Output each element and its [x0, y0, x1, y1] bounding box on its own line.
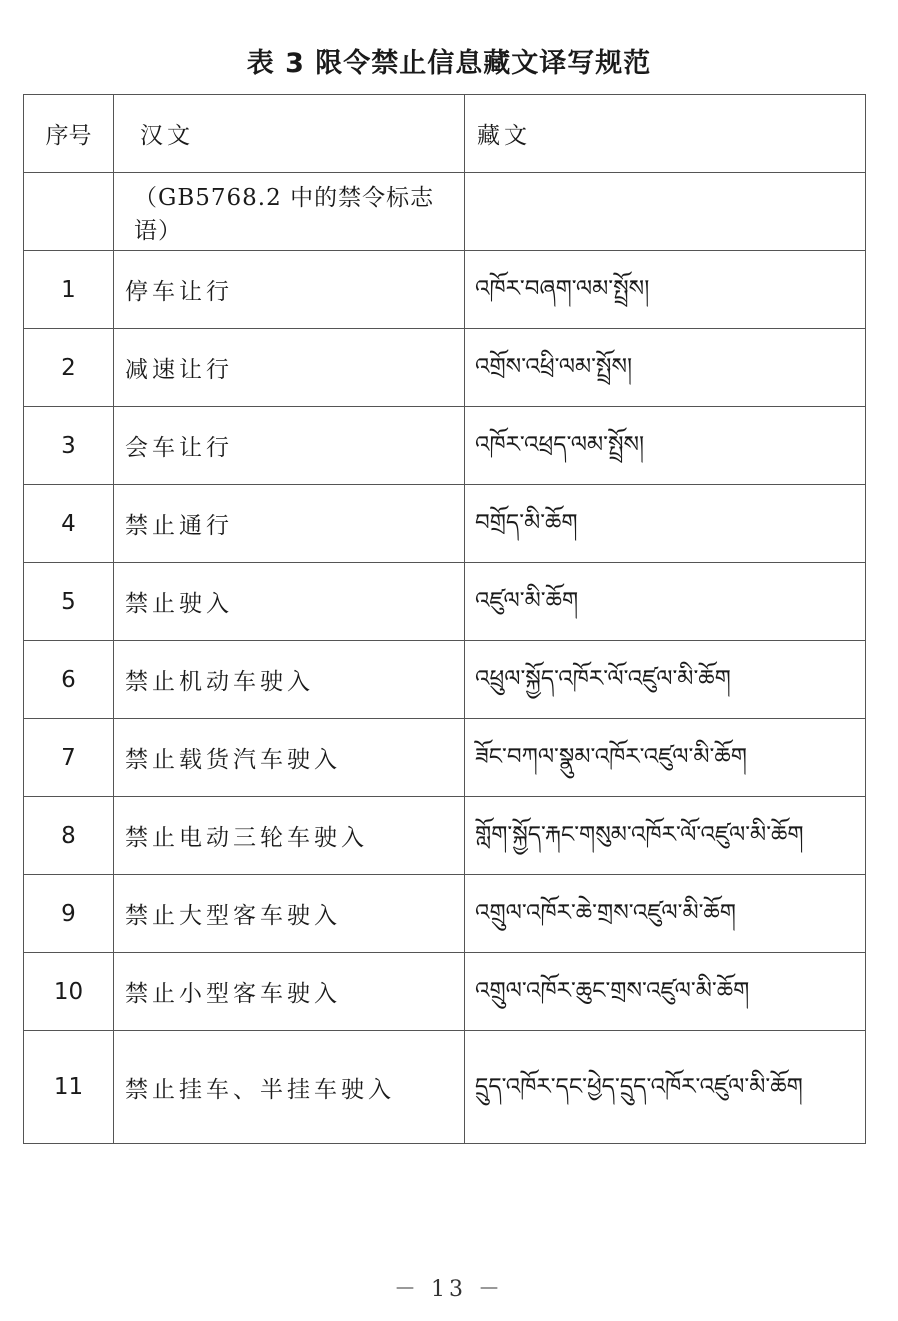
header-chinese: 汉文	[114, 95, 465, 173]
row-tibetan-text: འཕྲུལ་སྐྱོད་འཁོར་ལོ་འཛུལ་མི་ཆོག	[465, 641, 866, 719]
row-chinese-text: 禁止载货汽车驶入	[114, 719, 465, 797]
row-serial-number: 6	[24, 641, 114, 719]
row-serial-number: 8	[24, 797, 114, 875]
table-header-row	[24, 95, 866, 173]
row-tibetan-text: འཁོར་འཕྲད་ལམ་སྤྲོས།	[465, 407, 866, 485]
row-chinese-text: 会车让行	[114, 407, 465, 485]
table-row	[24, 875, 866, 953]
row-tibetan-text: ཟོང་བཀལ་སྣུམ་འཁོར་འཛུལ་མི་ཆོག	[465, 719, 866, 797]
header-serial-number: 序号	[24, 95, 114, 173]
note-chinese-cell: （GB5768.2 中的禁令标志语）	[114, 173, 465, 251]
row-tibetan-text: བགྲོད་མི་ཆོག	[465, 485, 866, 563]
row-chinese-text: 禁止驶入	[114, 563, 465, 641]
table-row	[24, 563, 866, 641]
table-row	[24, 329, 866, 407]
row-tibetan-text: འགྲུལ་འཁོར་ཆུང་གྲས་འཛུལ་མི་ཆོག	[465, 953, 866, 1031]
table-row	[24, 251, 866, 329]
table-row	[24, 407, 866, 485]
page-number: － 13 －	[394, 1277, 504, 1302]
table-row	[24, 485, 866, 563]
row-serial-number: 11	[24, 1031, 114, 1144]
note-serial-cell	[24, 173, 114, 251]
row-chinese-text: 禁止通行	[114, 485, 465, 563]
row-serial-number: 1	[24, 251, 114, 329]
row-serial-number: 2	[24, 329, 114, 407]
table-note-row	[24, 173, 866, 251]
translation-spec-table	[23, 94, 866, 1144]
note-tibetan-cell	[465, 173, 866, 251]
row-tibetan-text: འཁོར་བཞག་ལམ་སྤྲོས།	[465, 251, 866, 329]
row-chinese-text: 禁止大型客车驶入	[114, 875, 465, 953]
row-tibetan-text: འཛུལ་མི་ཆོག	[465, 563, 866, 641]
row-chinese-text: 禁止挂车、半挂车驶入	[114, 1031, 465, 1144]
table-row	[24, 953, 866, 1031]
row-serial-number: 9	[24, 875, 114, 953]
header-tibetan: 藏文	[465, 95, 866, 173]
row-serial-number: 5	[24, 563, 114, 641]
row-chinese-text: 禁止电动三轮车驶入	[114, 797, 465, 875]
row-serial-number: 7	[24, 719, 114, 797]
row-tibetan-text: འགྲུལ་འཁོར་ཆེ་གྲས་འཛུལ་མི་ཆོག	[465, 875, 866, 953]
row-chinese-text: 减速让行	[114, 329, 465, 407]
row-tibetan-text: དྲུད་འཁོར་དང་ཕྱེད་དྲུད་འཁོར་འཛུལ་མི་ཆོག	[465, 1031, 866, 1144]
row-tibetan-text: གློག་སྐྱོད་རྐང་གསུམ་འཁོར་ལོ་འཛུལ་མི་ཆོག	[465, 797, 866, 875]
table-row	[24, 641, 866, 719]
row-serial-number: 4	[24, 485, 114, 563]
row-serial-number: 3	[24, 407, 114, 485]
page-title: 表 3 限令禁止信息藏文译写规范	[246, 48, 652, 79]
table-row	[24, 719, 866, 797]
row-chinese-text: 禁止小型客车驶入	[114, 953, 465, 1031]
row-tibetan-text: འགྲོས་འཕྲི་ལམ་སྤྲོས།	[465, 329, 866, 407]
table-row	[24, 797, 866, 875]
row-serial-number: 10	[24, 953, 114, 1031]
row-chinese-text: 停车让行	[114, 251, 465, 329]
row-chinese-text: 禁止机动车驶入	[114, 641, 465, 719]
table-row	[24, 1031, 866, 1144]
